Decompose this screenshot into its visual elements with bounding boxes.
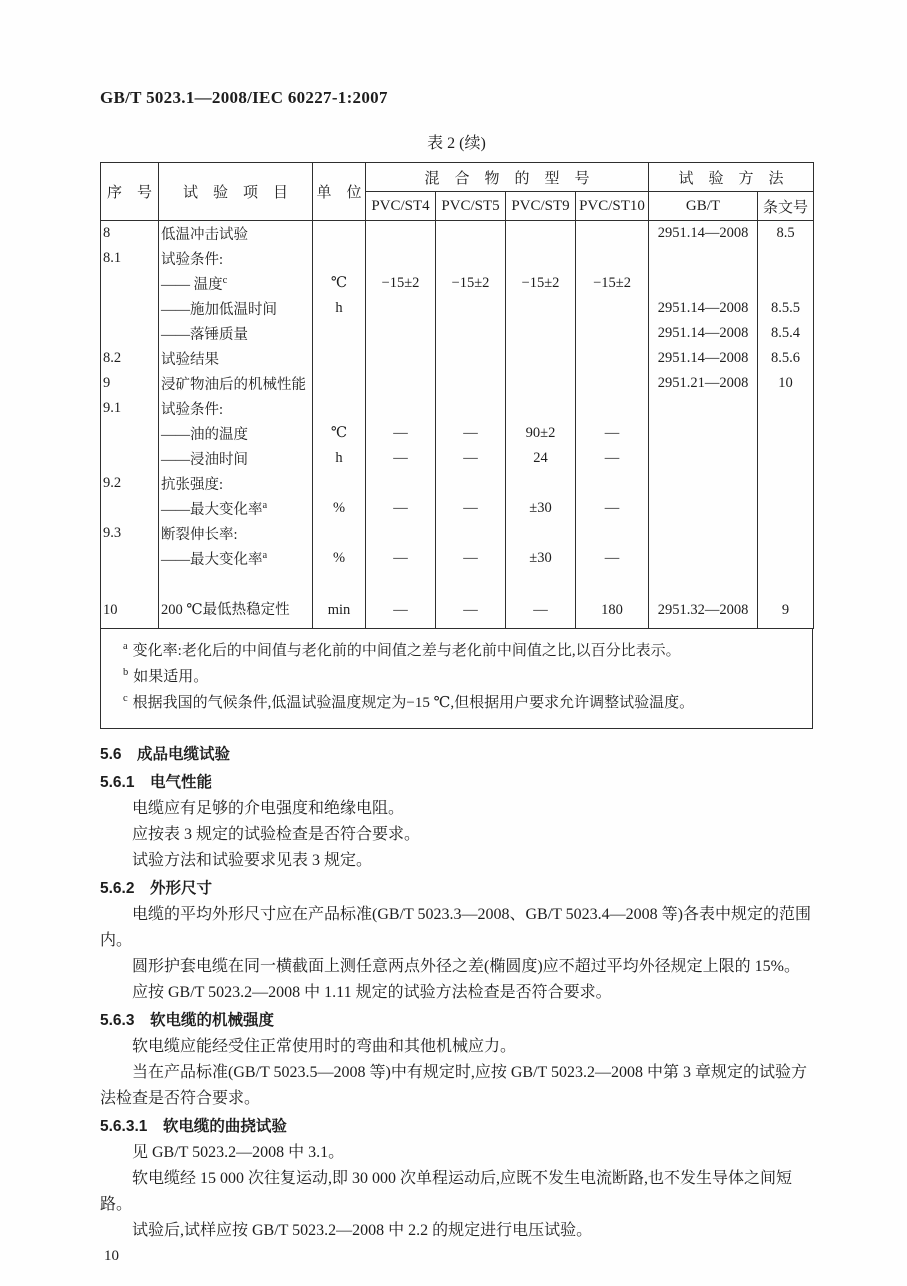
cell-st10 — [576, 296, 649, 321]
cell-gbt — [649, 471, 758, 496]
cell-st9: 90±2 — [506, 421, 576, 446]
footnote-b — [123, 664, 800, 690]
cell-clause: 8.5 — [758, 221, 814, 247]
cell-unit — [313, 371, 366, 396]
cell-seq — [101, 446, 159, 471]
cell-st10 — [576, 396, 649, 421]
cell-st5 — [436, 471, 506, 496]
doc-code: GB/T 5023.1—2008/IEC 60227-1:2007 — [100, 88, 388, 107]
table-row — [101, 446, 814, 471]
cell-unit — [313, 346, 366, 371]
cell-item: ——最大变化率$^a$ — [159, 496, 313, 521]
col-group-mixture-type: 混 合 物 的 型 号 — [366, 163, 649, 192]
footnote-marker: b — [123, 667, 129, 678]
cell-unit: min — [313, 571, 366, 629]
table-footnotes — [100, 629, 813, 729]
cell-st4 — [366, 321, 436, 346]
cell-st9: 24 — [506, 446, 576, 471]
cell-st4 — [366, 221, 436, 247]
cell-unit — [313, 221, 366, 247]
cell-item: 浸矿物油后的机械性能 — [159, 371, 313, 396]
cell-st9 — [506, 521, 576, 546]
cell-gbt: 2951.14—2008 — [649, 321, 758, 346]
col-header-clause: 条文号 — [758, 192, 814, 221]
cell-item: 断裂伸长率: — [159, 521, 313, 546]
cell-st9: ±30 — [506, 496, 576, 521]
table-row — [101, 296, 814, 321]
cell-gbt — [649, 421, 758, 446]
cell-st9: — — [506, 571, 576, 629]
cell-st4: — — [366, 421, 436, 446]
cell-unit: ℃ — [313, 271, 366, 296]
cell-st10 — [576, 221, 649, 247]
cell-clause — [758, 271, 814, 296]
col-header-pvc-st10: PVC/ST10 — [576, 192, 649, 221]
cell-seq — [101, 271, 159, 296]
col-header-pvc-st5: PVC/ST5 — [436, 192, 506, 221]
paragraph: 圆形护套电缆在同一横截面上测任意两点外径之差(椭圆度)应不超过平均外径规定上限的 15%。 — [132, 958, 800, 975]
section-heading-5-6-1: 5.6.1 电气性能 — [100, 774, 212, 791]
table-row — [101, 546, 814, 571]
cell-st4 — [366, 471, 436, 496]
col-header-item: 试 验 项 目 — [159, 163, 313, 221]
cell-st4: — — [366, 446, 436, 471]
cell-st5 — [436, 296, 506, 321]
cell-clause: 8.5.5 — [758, 296, 814, 321]
cell-clause — [758, 521, 814, 546]
footnote-text: 根据我国的气候条件,低温试验温度规定为−15 ℃,但根据用户要求允许调整试验温度。 — [132, 695, 695, 711]
cell-st9 — [506, 346, 576, 371]
col-header-gbt: GB/T — [649, 192, 758, 221]
cell-st10 — [576, 521, 649, 546]
table-row — [101, 346, 814, 371]
cell-gbt: 2951.32—2008 — [649, 571, 758, 629]
paragraph: 电缆应有足够的介电强度和绝缘电阻。 — [132, 800, 405, 817]
cell-st10: — — [576, 496, 649, 521]
cell-unit: h — [313, 296, 366, 321]
section-heading-5-6: 5.6 成品电缆试验 — [100, 746, 231, 763]
cell-clause — [758, 396, 814, 421]
cell-st9 — [506, 371, 576, 396]
cell-seq: 9.2 — [101, 471, 159, 496]
cell-unit: ℃ — [313, 421, 366, 446]
table-row — [101, 221, 814, 247]
body-text — [100, 742, 813, 1244]
cell-st10 — [576, 321, 649, 346]
cell-unit — [313, 471, 366, 496]
table-row — [101, 246, 814, 271]
cell-st4: — — [366, 496, 436, 521]
paragraph: 应按 GB/T 5023.2—2008 中 1.11 规定的试验方法检查是否符合要求。 — [132, 984, 612, 1001]
section-heading-5-6-3: 5.6.3 软电缆的机械强度 — [100, 1012, 274, 1029]
cell-unit: % — [313, 496, 366, 521]
cell-gbt — [649, 271, 758, 296]
cell-item: 试验条件: — [159, 246, 313, 271]
cell-item: ——落锤质量 — [159, 321, 313, 346]
table-row — [101, 321, 814, 346]
col-group-test-method: 试 验 方 法 — [649, 163, 814, 192]
paragraph: 软电缆经 15 000 次往复运动,即 30 000 次单程运动后,应既不发生电流断路,也不发生导体之间短路。 — [100, 1170, 793, 1213]
paragraph: 见 GB/T 5023.2—2008 中 3.1。 — [132, 1144, 345, 1161]
cell-gbt: 2951.14—2008 — [649, 296, 758, 321]
cell-st5 — [436, 396, 506, 421]
cell-st5: — — [436, 571, 506, 629]
cell-st5: — — [436, 421, 506, 446]
col-header-pvc-st4: PVC/ST4 — [366, 192, 436, 221]
cell-gbt: 2951.14—2008 — [649, 346, 758, 371]
cell-seq: 9.1 — [101, 396, 159, 421]
cell-st9 — [506, 471, 576, 496]
cell-st10: — — [576, 446, 649, 471]
cell-st10 — [576, 346, 649, 371]
cell-seq: 9.3 — [101, 521, 159, 546]
paragraph: 应按表 3 规定的试验检查是否符合要求。 — [132, 826, 421, 843]
cell-gbt — [649, 246, 758, 271]
cell-clause: 10 — [758, 371, 814, 396]
cell-seq: 10 — [101, 571, 159, 629]
cell-st9 — [506, 321, 576, 346]
cell-item: —— 温度$^c$ — [159, 271, 313, 296]
cell-clause — [758, 471, 814, 496]
table-row — [101, 421, 814, 446]
cell-clause: 8.5.4 — [758, 321, 814, 346]
cell-item: 试验条件: — [159, 396, 313, 421]
col-header-pvc-st9: PVC/ST9 — [506, 192, 576, 221]
cell-st9 — [506, 246, 576, 271]
table-row — [101, 496, 814, 521]
cell-unit — [313, 321, 366, 346]
cell-st4: — — [366, 546, 436, 571]
cell-st5 — [436, 346, 506, 371]
cell-seq — [101, 296, 159, 321]
cell-unit — [313, 396, 366, 421]
cell-gbt — [649, 521, 758, 546]
paragraph: 当在产品标准(GB/T 5023.5—2008 等)中有规定时,应按 GB/T 5023.2—2008 中第 3 章规定的试验方法检查是否符合要求。 — [100, 1064, 807, 1107]
cell-clause — [758, 246, 814, 271]
cell-seq — [101, 421, 159, 446]
col-header-unit: 单 位 — [313, 163, 366, 221]
table-row — [101, 571, 814, 629]
cell-st10: — — [576, 421, 649, 446]
table-title: 表 2 (续) — [427, 135, 486, 152]
cell-gbt — [649, 496, 758, 521]
cell-seq — [101, 321, 159, 346]
cell-gbt — [649, 546, 758, 571]
cell-st5: — — [436, 496, 506, 521]
cell-st9: ±30 — [506, 546, 576, 571]
cell-st5: — — [436, 446, 506, 471]
cell-st4 — [366, 246, 436, 271]
footnote-marker: c — [123, 693, 128, 704]
paragraph: 试验后,试样应按 GB/T 5023.2—2008 中 2.2 的规定进行电压试验。 — [132, 1222, 593, 1239]
cell-gbt — [649, 396, 758, 421]
table-row — [101, 521, 814, 546]
cell-st5: — — [436, 546, 506, 571]
col-header-seq: 序 号 — [101, 163, 159, 221]
test-methods-table — [100, 162, 814, 629]
cell-st4 — [366, 371, 436, 396]
paragraph: 电缆的平均外形尺寸应在产品标准(GB/T 5023.3—2008、GB/T 5023.4—2008 等)各表中规定的范围内。 — [100, 906, 811, 949]
cell-st4: −15±2 — [366, 271, 436, 296]
paragraph: 试验方法和试验要求见表 3 规定。 — [132, 852, 373, 869]
cell-seq: 8 — [101, 221, 159, 247]
cell-clause — [758, 496, 814, 521]
cell-st5 — [436, 521, 506, 546]
cell-st4 — [366, 521, 436, 546]
cell-clause — [758, 546, 814, 571]
cell-clause — [758, 421, 814, 446]
cell-item: 试验结果 — [159, 346, 313, 371]
cell-gbt: 2951.21—2008 — [649, 371, 758, 396]
cell-st10 — [576, 471, 649, 496]
cell-seq — [101, 496, 159, 521]
cell-st9: −15±2 — [506, 271, 576, 296]
cell-st5 — [436, 371, 506, 396]
footnote-text: 如果适用。 — [133, 669, 209, 685]
page-number: 10 — [104, 1248, 119, 1264]
cell-st10 — [576, 371, 649, 396]
section-heading-5-6-3-1: 5.6.3.1 软电缆的曲挠试验 — [100, 1118, 287, 1135]
cell-st9 — [506, 396, 576, 421]
section-heading-5-6-2: 5.6.2 外形尺寸 — [100, 880, 212, 897]
cell-st9 — [506, 296, 576, 321]
footnote-c — [123, 690, 800, 716]
cell-item: ——最大变化率$^a$ — [159, 546, 313, 571]
cell-unit: h — [313, 446, 366, 471]
cell-unit: % — [313, 546, 366, 571]
cell-st4 — [366, 346, 436, 371]
cell-item: 200 ℃最低热稳定性 — [159, 571, 313, 629]
cell-st4 — [366, 296, 436, 321]
cell-st9 — [506, 221, 576, 247]
cell-st5 — [436, 246, 506, 271]
footnote-a — [123, 638, 800, 664]
cell-seq: 9 — [101, 371, 159, 396]
cell-item: 抗张强度: — [159, 471, 313, 496]
paragraph: 软电缆应能经受住正常使用时的弯曲和其他机械应力。 — [132, 1038, 517, 1055]
cell-unit — [313, 246, 366, 271]
cell-st10: — — [576, 546, 649, 571]
cell-item: ——油的温度 — [159, 421, 313, 446]
cell-st5 — [436, 221, 506, 247]
cell-gbt: 2951.14—2008 — [649, 221, 758, 247]
cell-item: ——施加低温时间 — [159, 296, 313, 321]
footnote-text: 变化率:老化后的中间值与老化前的中间值之差与老化前中间值之比,以百分比表示。 — [132, 643, 681, 659]
cell-st10 — [576, 246, 649, 271]
footnote-marker: a — [123, 641, 128, 652]
table-row — [101, 371, 814, 396]
cell-st4 — [366, 396, 436, 421]
cell-clause: 8.5.6 — [758, 346, 814, 371]
table-row — [101, 271, 814, 296]
cell-gbt — [649, 446, 758, 471]
cell-st4: — — [366, 571, 436, 629]
cell-clause — [758, 446, 814, 471]
cell-st5 — [436, 321, 506, 346]
cell-seq — [101, 546, 159, 571]
cell-st10: −15±2 — [576, 271, 649, 296]
table-row — [101, 471, 814, 496]
table-header-row-1 — [101, 163, 814, 192]
cell-item: 低温冲击试验 — [159, 221, 313, 247]
cell-item: ——浸油时间 — [159, 446, 313, 471]
cell-seq: 8.1 — [101, 246, 159, 271]
cell-st10: 180 — [576, 571, 649, 629]
cell-unit — [313, 521, 366, 546]
cell-seq: 8.2 — [101, 346, 159, 371]
table-row — [101, 396, 814, 421]
cell-clause: 9 — [758, 571, 814, 629]
cell-st5: −15±2 — [436, 271, 506, 296]
